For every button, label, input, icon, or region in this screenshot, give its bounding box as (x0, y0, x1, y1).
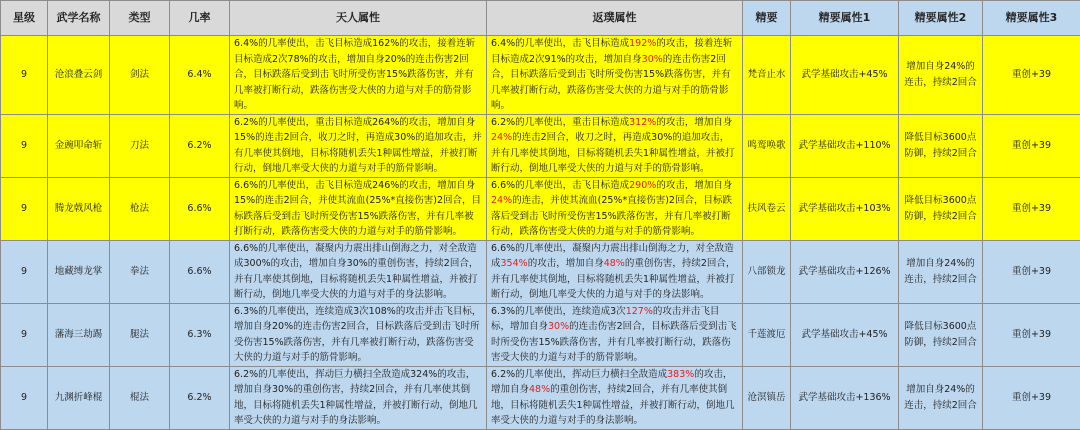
attr1-cell: 武学基础攻击+45% (791, 36, 899, 115)
header-tianren: 天人属性 (230, 1, 487, 36)
fanpu-highlight: 30% (642, 54, 663, 65)
fanpu-text: 的连击，并使其流血(25%*直接伤害)2回合，目标跌落后受到击飞时所受伤害15%跌落伤害，并有几率被打断行动，跌落伤害受大侠的力道与对手的筋骨影响。 (491, 195, 732, 237)
header-fanpu: 返璞属性 (487, 1, 743, 36)
tianren-cell: 6.2%的几率使出，挥动巨力横扫全敌造成324%的攻击，增加自身30%的重创伤害，持续2回合，并有几率使其倒地，目标将随机丢失1种属性增益，并被打断行动，倒地几率受大侠的力道与对手的身法影响。 (230, 366, 487, 429)
rate-cell: 6.3% (170, 303, 230, 366)
attr3-cell: 重创+39 (983, 36, 1080, 115)
table-row (1, 366, 1080, 429)
header-row (1, 1, 1080, 36)
header-rate: 几率 (170, 1, 230, 36)
fanpu-text: 的连击伤害2回合，目标跌落后受到击飞时所受伤害15%跌落伤害，并有几率被打断行动，跌落伤害受大侠的力道与对手的筋骨影响。 (491, 54, 731, 112)
rate-cell: 6.2% (170, 366, 230, 429)
name-cell: 藩海三劫踢 (48, 303, 110, 366)
tianren-cell: 6.6%的几率使出，击飞目标造成246%的攻击，增加自身15%的连击2回合，并使其流血(25%*直接伤害)2回合，目标跌落后受到击飞时所受伤害15%跌落伤害，并有几率被打断行动，跌落伤害受大侠的力道与对手的筋骨影响。 (230, 177, 487, 240)
fanpu-cell (487, 177, 743, 240)
type-cell: 腿法 (110, 303, 170, 366)
jingyao-cell: 八部锁龙 (743, 240, 791, 303)
fanpu-highlight: 24% (491, 195, 512, 206)
attr3-cell: 重创+39 (983, 366, 1080, 429)
attr2-cell: 增加自身24%的连击，持续2回合 (899, 366, 983, 429)
fanpu-text: 的攻击，增加自身 (528, 258, 604, 269)
fanpu-cell (487, 36, 743, 115)
fanpu-text: 6.4%的几率使出，击飞目标造成 (491, 38, 629, 49)
tianren-cell: 6.3%的几率使出，连续造成3次108%的攻击并击飞目标，增加自身20%的连击伤害2回合，目标跌落后受到击飞时所受伤害15%跌落伤害，并有几率被打断行动，跌落伤害受大侠的力道与对手的筋骨影响。 (230, 303, 487, 366)
header-name: 武学名称 (48, 1, 110, 36)
table-row (1, 36, 1080, 115)
attr2-cell: 增加自身24%的连击，持续2回合 (899, 36, 983, 115)
tianren-cell: 6.4%的几率使出，击飞目标造成162%的攻击，接着连斩目标造成2次78%的攻击，增加自身20%的连击伤害2回合，目标跌落后受到击飞时所受伤害15%跌落伤害，并有几率被打断行动，跌落伤害受大侠的力道与对手的筋骨影响。 (230, 36, 487, 115)
fanpu-text: 6.2%的几率使出，挥动巨力横扫全敌造成 (491, 369, 667, 380)
type-cell: 刀法 (110, 114, 170, 177)
type-cell: 棍法 (110, 366, 170, 429)
jingyao-cell: 沧溟镇岳 (743, 366, 791, 429)
rate-cell: 6.4% (170, 36, 230, 115)
jingyao-cell: 千莲渡厄 (743, 303, 791, 366)
type-cell: 剑法 (110, 36, 170, 115)
name-cell: 腾龙戟风枪 (48, 177, 110, 240)
attr2-cell: 降低目标3600点防御，持续2回合 (899, 303, 983, 366)
fanpu-text: 的重创伤害，持续2回合，并有几率使其倒地，目标将随机丢失1种属性增益，并被打断行动，倒地几率受大侠的力道与对手的身法影响。 (491, 384, 735, 426)
attr1-cell: 武学基础攻击+103% (791, 177, 899, 240)
fanpu-highlight: 30% (548, 321, 569, 332)
fanpu-highlight: 48% (604, 258, 625, 269)
attr3-cell: 重创+39 (983, 177, 1080, 240)
header-type: 类型 (110, 1, 170, 36)
fanpu-cell (487, 303, 743, 366)
table-row (1, 177, 1080, 240)
fanpu-text: 的攻击并击飞目标，增加自身 (491, 306, 719, 333)
name-cell: 金豌叩命斩 (48, 114, 110, 177)
rate-cell: 6.6% (170, 177, 230, 240)
table-row (1, 303, 1080, 366)
name-cell: 沧浪叠云剑 (48, 36, 110, 115)
attr1-cell: 武学基础攻击+126% (791, 240, 899, 303)
jingyao-cell: 扶风卷云 (743, 177, 791, 240)
fanpu-text: 的攻击，接着连斩目标造成2次91%的攻击，增加自身 (491, 38, 732, 65)
table-row (1, 114, 1080, 177)
fanpu-highlight: 24% (491, 132, 512, 143)
attr2-cell: 降低目标3600点防御，持续2回合 (899, 177, 983, 240)
fanpu-highlight: 354% (501, 258, 528, 269)
fanpu-cell (487, 240, 743, 303)
fanpu-highlight: 383% (667, 369, 694, 380)
header-attr3: 精要属性3 (983, 1, 1080, 36)
star-cell: 9 (1, 36, 48, 115)
fanpu-highlight: 290% (629, 180, 656, 191)
fanpu-highlight: 48% (529, 384, 550, 395)
star-cell: 9 (1, 366, 48, 429)
fanpu-text: 的连击伤害2回合，目标跌落后受到击飞时所受伤害15%跌落伤害，并有几率被打断行动，跌落伤害受大侠的力道与对手的筋骨影响。 (491, 321, 737, 363)
attr3-cell: 重创+39 (983, 114, 1080, 177)
name-cell: 九渊折峰棍 (48, 366, 110, 429)
attr1-cell: 武学基础攻击+136% (791, 366, 899, 429)
fanpu-text: 的重创伤害，持续2回合，并有几率使其倒地，目标将随机丢失1种属性增益，并被打断行动，倒地几率受大侠的力道与对手的身法影响。 (491, 258, 735, 300)
attr3-cell: 重创+39 (983, 303, 1080, 366)
star-cell: 9 (1, 303, 48, 366)
name-cell: 地藏缚龙掌 (48, 240, 110, 303)
fanpu-cell (487, 114, 743, 177)
tianren-cell: 6.6%的几率使出，凝聚内力震出排山倒海之力，对全敌造成300%的攻击，增加自身30%的重创伤害，持续2回合，并有几率使其倒地，目标将随机丢失1种属性增益，并被打断行动，倒地几率受大侠的力道与对手的身法影响。 (230, 240, 487, 303)
star-cell: 9 (1, 240, 48, 303)
fanpu-text: 的攻击，增加自身 (491, 369, 732, 396)
fanpu-text: 6.2%的几率使出，重击目标造成 (491, 117, 629, 128)
fanpu-text: 6.6%的几率使出，凝聚内力震出排山倒海之力，对全敌造成 (491, 243, 734, 270)
star-cell: 9 (1, 177, 48, 240)
fanpu-cell (487, 366, 743, 429)
attr2-cell: 增加自身24%的连击，持续2回合 (899, 240, 983, 303)
star-cell: 9 (1, 114, 48, 177)
attr3-cell: 重创+39 (983, 240, 1080, 303)
fanpu-text: 6.6%的几率使出，击飞目标造成 (491, 180, 629, 191)
table-row (1, 240, 1080, 303)
fanpu-text: 的连击2回合，收刀之时，再造成30%的追加攻击，并有几率使其倒地，目标将随机丢失1种属性增益，并被打断行动，倒地几率受大侠的力道与对手的筋骨影响。 (491, 132, 735, 174)
type-cell: 拳法 (110, 240, 170, 303)
header-jingyao: 精要 (743, 1, 791, 36)
jingyao-cell: 鸣鸾唤歌 (743, 114, 791, 177)
fanpu-text: 6.3%的几率使出，连续造成3次 (491, 306, 626, 317)
rate-cell: 6.6% (170, 240, 230, 303)
fanpu-text: 的攻击，增加自身 (656, 180, 732, 191)
fanpu-highlight: 312% (629, 117, 656, 128)
attr2-cell: 降低目标3600点防御，持续2回合 (899, 114, 983, 177)
header-star: 星级 (1, 1, 48, 36)
header-attr1: 精要属性1 (791, 1, 899, 36)
tianren-cell: 6.2%的几率使出，重击目标造成264%的攻击，增加自身15%的连击2回合，收刀之时，再造成30%的追加攻击，并有几率使其倒地，目标将随机丢失1种属性增益，并被打断行动，倒地几率受大侠的力道与对手的筋骨影响。 (230, 114, 487, 177)
fanpu-highlight: 127% (626, 306, 653, 317)
rate-cell: 6.2% (170, 114, 230, 177)
attr1-cell: 武学基础攻击+45% (791, 303, 899, 366)
type-cell: 枪法 (110, 177, 170, 240)
fanpu-text: 的攻击，增加自身 (656, 117, 732, 128)
jingyao-cell: 梵音止水 (743, 36, 791, 115)
attr1-cell: 武学基础攻击+110% (791, 114, 899, 177)
fanpu-highlight: 192% (629, 38, 656, 49)
header-attr2: 精要属性2 (899, 1, 983, 36)
